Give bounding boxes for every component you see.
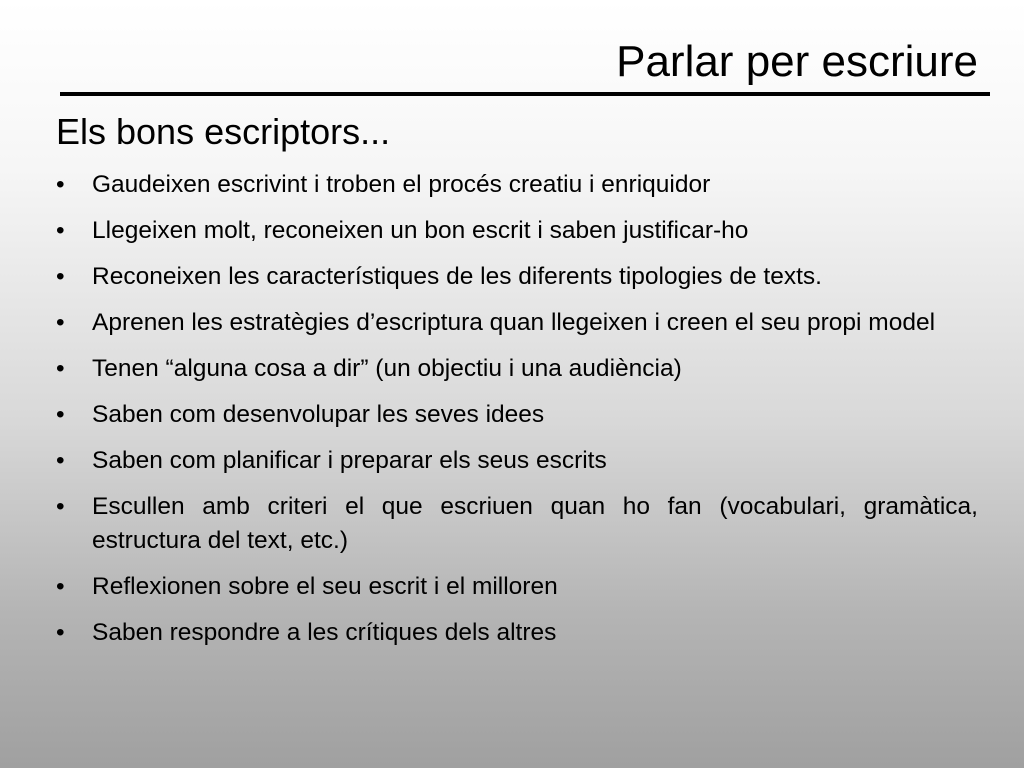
bullet-text: Saben com desenvolupar les seves idees: [92, 401, 545, 428]
bullet-icon: •: [56, 217, 65, 244]
title-underline: [60, 92, 990, 96]
bullet-item: [56, 570, 978, 604]
bullet-text: Saben com planificar i preparar els seus escrits: [92, 447, 607, 474]
bullet-item: [56, 260, 978, 294]
slide-title: Parlar per escriure: [616, 37, 978, 86]
bullet-text: Tenen “alguna cosa a dir” (un objectiu i una audiència): [92, 355, 682, 382]
bullet-icon: •: [56, 171, 65, 198]
bullet-item: [56, 616, 978, 650]
bullet-text: Reflexionen sobre el seu escrit i el milloren: [92, 573, 558, 600]
bullet-item: [56, 306, 978, 340]
bullet-icon: •: [56, 493, 65, 520]
bullet-icon: •: [56, 263, 65, 290]
bullet-icon: •: [56, 619, 65, 646]
bullet-text: Saben respondre a les crítiques dels altres: [92, 619, 557, 646]
bullet-text: Llegeixen molt, reconeixen un bon escrit i saben justificar-ho: [92, 217, 749, 244]
bullet-icon: •: [56, 401, 65, 428]
bullet-icon: •: [56, 447, 65, 474]
bullet-item: [56, 490, 978, 558]
bullet-icon: •: [56, 573, 65, 600]
bullet-item: [56, 352, 978, 386]
bullet-text: Reconeixen les característiques de les diferents tipologies de texts.: [92, 263, 822, 290]
bullet-text: Aprenen les estratègies d’escriptura quan llegeixen i creen el seu propi model: [92, 309, 936, 336]
slide-subtitle: Els bons escriptors...: [56, 111, 391, 152]
bullet-text: Escullen amb criteri el que escriuen quan ho fan (vocabulari, gramàtica, estructura del text, etc.): [92, 493, 978, 554]
bullet-item: [56, 444, 978, 478]
bullet-list: [56, 168, 978, 662]
bullet-icon: •: [56, 309, 65, 336]
bullet-icon: •: [56, 355, 65, 382]
bullet-item: [56, 214, 978, 248]
bullet-item: [56, 398, 978, 432]
bullet-text: Gaudeixen escrivint i troben el procés creatiu i enriquidor: [92, 171, 711, 198]
bullet-item: [56, 168, 978, 202]
